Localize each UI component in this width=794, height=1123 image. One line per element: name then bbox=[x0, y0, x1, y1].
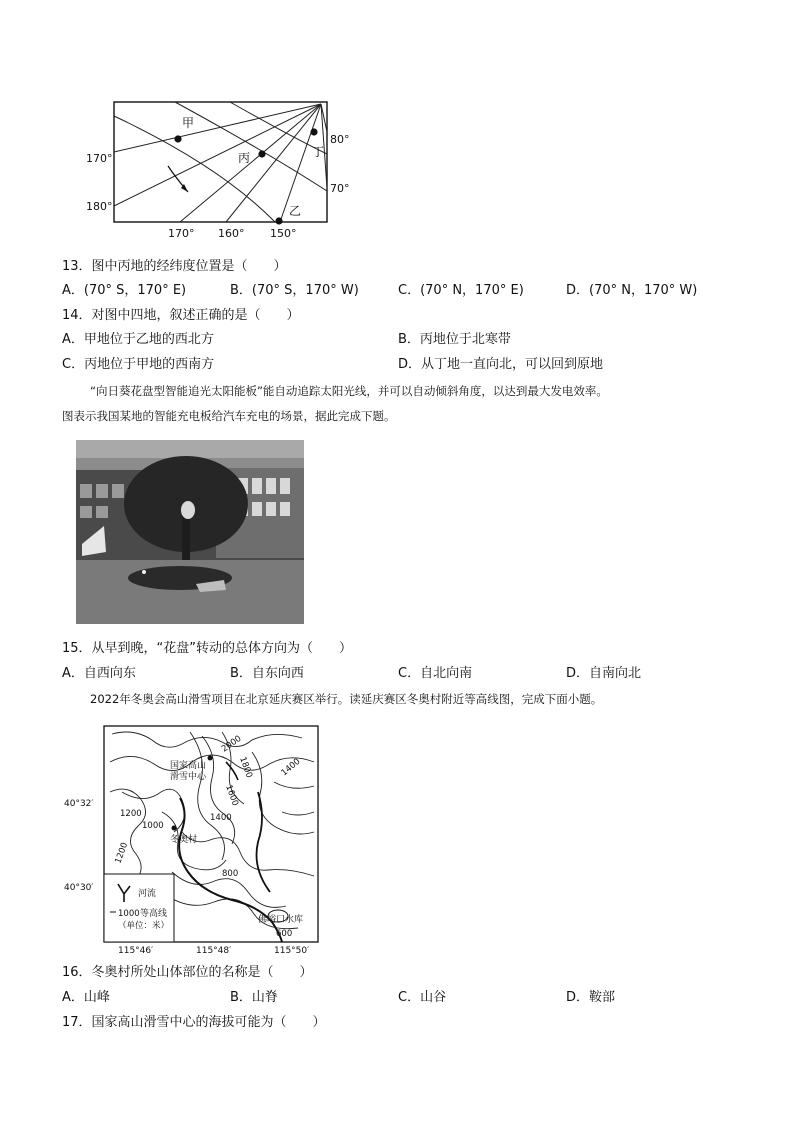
question-17-stem: 17．国家高山滑雪中心的海拔可能为（ ） bbox=[62, 1015, 326, 1030]
lon-label-115-50: 115°50′ bbox=[274, 946, 310, 956]
q15-option-a[interactable]: A．自西向东 bbox=[62, 666, 136, 681]
intro-paragraph-line: 2022年冬奥会高山滑雪项目在北京延庆赛区举行。读延庆赛区冬奥村附近等高线图，完成下面小题。 bbox=[90, 692, 603, 706]
contour-value-1400-b: 1400 bbox=[210, 813, 232, 823]
contour-value-2000: 2000 bbox=[219, 733, 244, 755]
point-bing-label: 丙 bbox=[238, 151, 251, 165]
point-jia-label: 甲 bbox=[182, 116, 195, 130]
lat-label-40-30: 40°30′ bbox=[64, 883, 94, 893]
contour-value-1800: 1800 bbox=[237, 755, 254, 780]
point-yi-dot bbox=[275, 217, 282, 224]
lon-label-115-48: 115°48′ bbox=[196, 946, 232, 956]
ski-center-dot bbox=[208, 756, 213, 761]
q16-option-a[interactable]: A．山峰 bbox=[62, 990, 110, 1005]
lon-label-115-46: 115°46′ bbox=[118, 946, 154, 956]
legend-unit-label: （单位：米） bbox=[118, 921, 170, 931]
village-label: 冬奥村 bbox=[170, 835, 198, 845]
point-yi-label: 乙 bbox=[289, 204, 302, 218]
legend-contour-label: 等高线 bbox=[140, 909, 168, 919]
left-label-180: 180° bbox=[86, 200, 113, 213]
contour-value-1000: 1000 bbox=[142, 821, 164, 831]
contour-value-800: 800 bbox=[222, 869, 239, 879]
contour-value-600: 600 bbox=[276, 929, 293, 939]
legend-contour-number: 1000 bbox=[118, 909, 140, 919]
contour-value-1400-a: 1400 bbox=[279, 756, 303, 779]
q13-option-b[interactable]: B．(70° S，170° W) bbox=[230, 283, 359, 298]
right-label-70: 70° bbox=[330, 182, 350, 195]
intro-paragraph-line: “向日葵花盘型智能追光太阳能板”能自动追踪太阳光线，并可以自动倾斜角度，以达到最大发电效率。 bbox=[90, 384, 608, 398]
q13-option-d[interactable]: D．(70° N，170° W) bbox=[566, 283, 698, 298]
meridian-line bbox=[114, 104, 321, 152]
question-16-stem: 16．冬奥村所处山体部位的名称是（ ） bbox=[62, 965, 313, 980]
point-ding-label: 丁 bbox=[312, 145, 325, 159]
right-label-80: 80° bbox=[330, 133, 350, 146]
question-15-stem: 15．从早到晚，“花盘”转动的总体方向为（ ） bbox=[62, 641, 353, 656]
ski-center-label-2: 滑雪中心 bbox=[170, 772, 207, 782]
contour-value-1200-b: 1200 bbox=[113, 841, 131, 866]
q16-option-c[interactable]: C．山谷 bbox=[398, 990, 447, 1005]
q14-option-d[interactable]: D．从丁地一直向北，可以回到原地 bbox=[398, 357, 604, 372]
intro-paragraph-line: 图表示我国某地的智能充电板给汽车充电的场景，据此完成下题。 bbox=[62, 409, 396, 423]
bottom-label-170: 170° bbox=[168, 227, 195, 240]
left-label-170: 170° bbox=[86, 152, 113, 165]
q15-option-d[interactable]: D．自南向北 bbox=[566, 666, 642, 681]
legend-river-label: 河流 bbox=[138, 889, 157, 899]
q16-option-b[interactable]: B．山脊 bbox=[230, 990, 278, 1005]
point-bing-dot bbox=[258, 150, 265, 157]
photo-illustration bbox=[76, 440, 304, 624]
question-13-stem: 13．图中丙地的经纬度位置是（ ） bbox=[62, 259, 287, 274]
q14-option-b[interactable]: B．丙地位于北寒带 bbox=[398, 332, 511, 347]
lat-label-40-32: 40°32′ bbox=[64, 799, 94, 809]
parallel-arc bbox=[114, 116, 275, 222]
parallel-arc bbox=[175, 102, 327, 191]
q15-option-b[interactable]: B．自东向西 bbox=[230, 666, 304, 681]
q16-option-d[interactable]: D．鞍部 bbox=[566, 990, 616, 1005]
contour-value-1200-a: 1200 bbox=[120, 809, 142, 819]
contour-map-figure bbox=[62, 722, 326, 958]
reservoir-label: 佛峪口水库 bbox=[258, 915, 304, 925]
map-legend-box bbox=[104, 874, 174, 942]
q14-option-a[interactable]: A．甲地位于乙地的西北方 bbox=[62, 332, 214, 347]
solar-panel-photo bbox=[76, 440, 304, 624]
question-14-stem: 14．对图中四地，叙述正确的是（ ） bbox=[62, 308, 300, 323]
bottom-label-150: 150° bbox=[270, 227, 297, 240]
q14-option-c[interactable]: C．丙地位于甲地的西南方 bbox=[62, 357, 215, 372]
bottom-label-160: 160° bbox=[218, 227, 245, 240]
river-line bbox=[257, 792, 271, 892]
ski-center-label-1: 国家高山 bbox=[170, 761, 207, 771]
point-jia-dot bbox=[174, 135, 181, 142]
point-ding-dot bbox=[310, 128, 317, 135]
latlong-grid-figure bbox=[80, 96, 360, 242]
q13-option-c[interactable]: C．(70° N，170° E) bbox=[398, 283, 524, 298]
contour-value-1600: 1600 bbox=[223, 783, 240, 808]
village-dot bbox=[172, 826, 177, 831]
q13-option-a[interactable]: A．(70° S，170° E) bbox=[62, 283, 187, 298]
q15-option-c[interactable]: C．自北向南 bbox=[398, 666, 473, 681]
